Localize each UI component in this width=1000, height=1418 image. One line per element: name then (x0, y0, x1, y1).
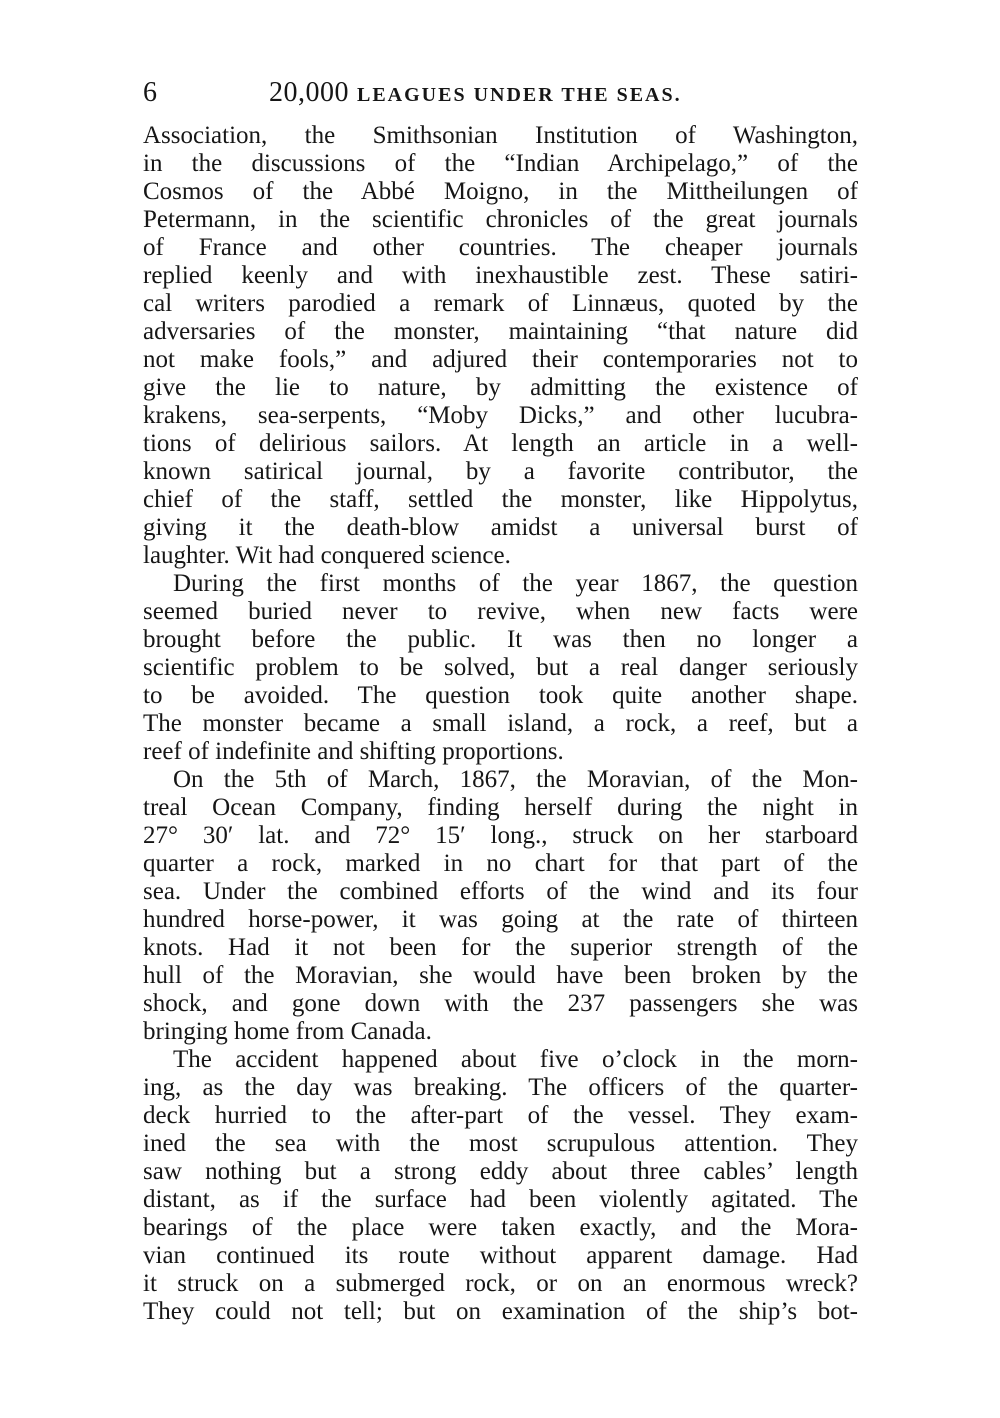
text-line: vian continued its route without apparent damage. Had (143, 1242, 858, 1269)
text-line: knots. Had it not been for the superior strength of the (143, 934, 858, 961)
text-line: distant, as if the surface had been violently agitated. The (143, 1186, 858, 1213)
running-title (269, 76, 682, 112)
text-line: of France and other countries. The cheaper journals (143, 234, 858, 261)
text-line: adversaries of the monster, maintaining “that nature did (143, 318, 858, 345)
text-line: scientific problem to be solved, but a real danger seriously (143, 654, 858, 681)
text-line: replied keenly and with inexhaustible zest. These satiri- (143, 262, 858, 289)
page-number: 6 (143, 77, 157, 108)
running-title-number: 20,000 (269, 77, 349, 108)
text-line: giving it the death-blow amidst a universal burst of (143, 514, 858, 541)
text-line: Cosmos of the Abbé Moigno, in the Mittheilungen of (143, 178, 858, 205)
text-line: hundred horse-power, it was going at the rate of thirteen (143, 906, 858, 933)
text-line: to be avoided. The question took quite another shape. (143, 682, 858, 709)
text-line: ing, as the day was breaking. The officers of the quarter- (143, 1074, 858, 1101)
text-line: bringing home from Canada. (143, 1018, 432, 1045)
text-line: reef of indefinite and shifting proportions. (143, 738, 564, 765)
text-line: The monster became a small island, a rock, a reef, but a (143, 710, 858, 737)
text-line: known satirical journal, by a favorite contributor, the (143, 458, 858, 485)
text-line: sea. Under the combined efforts of the wind and its four (143, 878, 858, 905)
text-line: hull of the Moravian, she would have been broken by the (143, 962, 858, 989)
text-line: krakens, sea-serpents, “Moby Dicks,” and other lucubra- (143, 402, 858, 429)
text-line: treal Ocean Company, finding herself during the night in (143, 794, 858, 821)
text-line: They could not tell; but on examination of the ship’s bot- (143, 1298, 858, 1325)
text-line: laughter. Wit had conquered science. (143, 542, 511, 569)
text-line: tions of delirious sailors. At length an article in a well- (143, 430, 858, 457)
text-line: in the discussions of the “Indian Archipelago,” of the (143, 150, 858, 177)
text-line: 27° 30′ lat. and 72° 15′ long., struck on her starboard (143, 822, 858, 849)
text-line: brought before the public. It was then no longer a (143, 626, 858, 653)
text-line: deck hurried to the after-part of the vessel. They exam- (143, 1102, 858, 1129)
text-line: cal writers parodied a remark of Linnæus, quoted by the (143, 290, 858, 317)
text-line: saw nothing but a strong eddy about three cables’ length (143, 1158, 858, 1185)
page-header (143, 76, 858, 110)
text-line: The accident happened about five o’clock in the morn- (173, 1046, 858, 1073)
text-line: ined the sea with the most scrupulous attention. They (143, 1130, 858, 1157)
text-line: On the 5th of March, 1867, the Moravian, of the Mon- (173, 766, 858, 793)
text-line: not make fools,” and adjured their contemporaries not to (143, 346, 858, 373)
body-text (143, 122, 858, 1326)
text-line: it struck on a submerged rock, or on an enormous wreck? (143, 1270, 858, 1297)
text-line: quarter a rock, marked in no chart for that part of the (143, 850, 858, 877)
text-line: During the first months of the year 1867, the question (173, 570, 858, 597)
text-line: chief of the staff, settled the monster, like Hippolytus, (143, 486, 858, 513)
text-line: seemed buried never to revive, when new facts were (143, 598, 858, 625)
text-line: give the lie to nature, by admitting the existence of (143, 374, 858, 401)
running-title-text: LEAGUES UNDER THE SEAS. (357, 84, 682, 106)
text-line: Association, the Smithsonian Institution of Washington, (143, 122, 858, 149)
text-line: bearings of the place were taken exactly, and the Mora- (143, 1214, 858, 1241)
text-line: shock, and gone down with the 237 passengers she was (143, 990, 858, 1017)
text-line: Petermann, in the scientific chronicles of the great journals (143, 206, 858, 233)
